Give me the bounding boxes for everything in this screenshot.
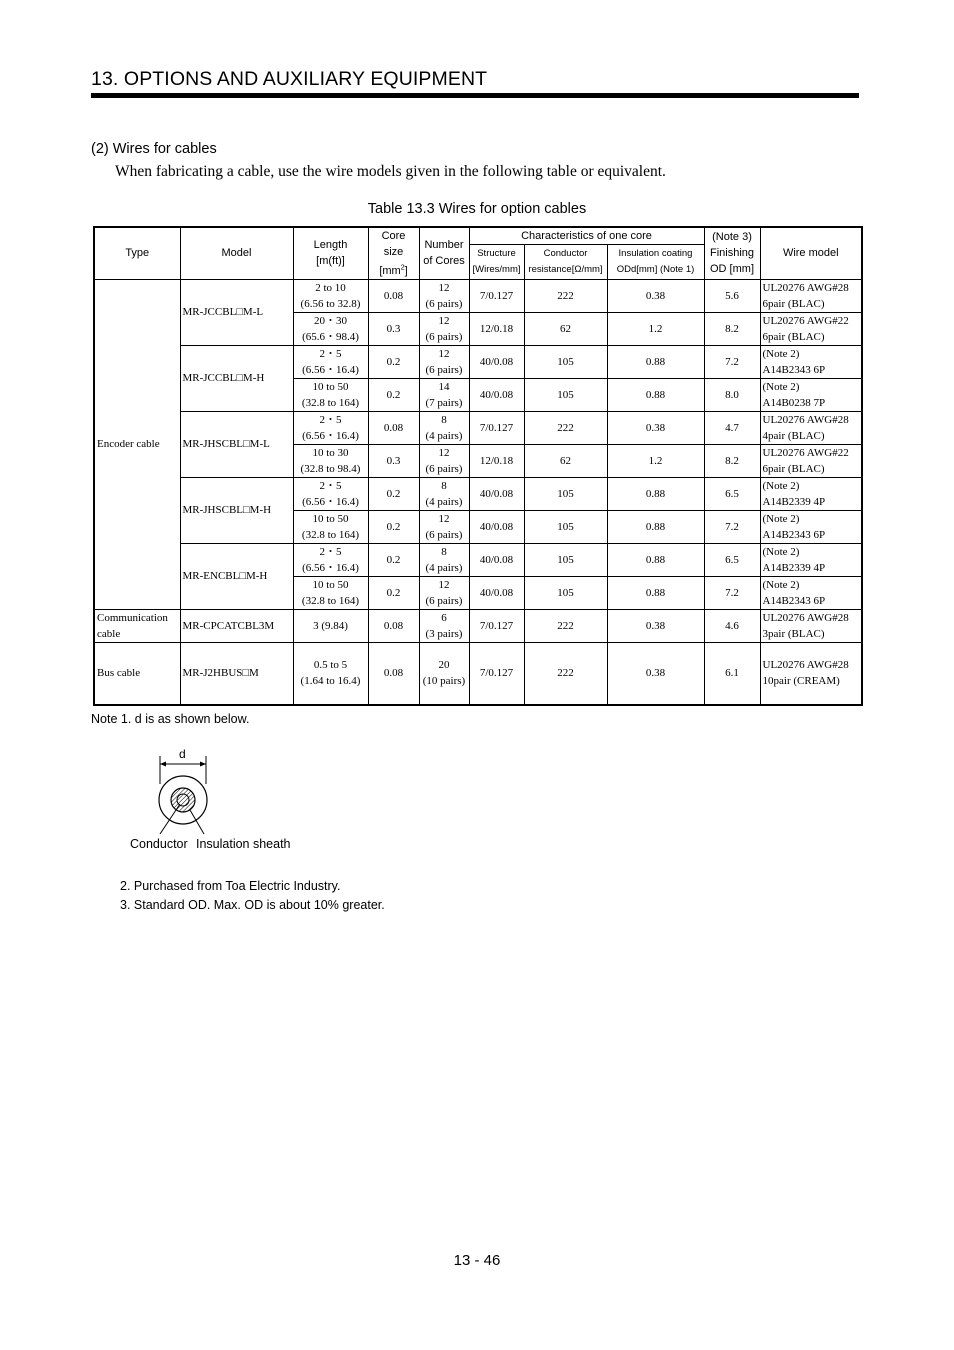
core-size-cell-core: 0.2 <box>386 553 401 566</box>
core-size-cell-core: 0.08 <box>383 421 404 434</box>
resistance-cell <box>524 477 607 510</box>
resistance-cell-resistance: 105 <box>557 586 574 599</box>
core-size-cell-core: 0.08 <box>383 667 404 680</box>
wire-model-cell-wire2: A14B2343 6P <box>762 528 826 541</box>
insulation-cell <box>607 444 704 477</box>
wire-model-cell-wire1: UL20276 AWG#22 <box>762 446 849 459</box>
resistance-cell-resistance: 62 <box>560 322 571 335</box>
insulation-cell <box>607 609 704 642</box>
header-insulation-line1: Insulation coating <box>618 247 693 259</box>
cores-cell-n1: 8 <box>441 479 447 492</box>
wire-model-cell-wire2: 10pair (CREAM) <box>762 675 840 688</box>
type-cell: Bus cable <box>94 642 180 705</box>
insulation-cell-insulation: 0.38 <box>645 289 666 302</box>
structure-cell <box>469 576 524 609</box>
cores-cell-n2: (6 pairs) <box>425 528 463 541</box>
insulation-cell <box>607 510 704 543</box>
structure-cell-structure: 7/0.127 <box>479 289 514 302</box>
length-cell-len1: 2・5 <box>319 545 342 558</box>
finishing-od-cell <box>704 345 760 378</box>
diagram-d-label: d <box>179 747 186 761</box>
wire-model-cell-wire1: UL20276 AWG#22 <box>762 314 849 327</box>
insulation-cell <box>607 576 704 609</box>
wire-model-cell-wire2: A14B2339 4P <box>762 495 826 508</box>
header-resistance-line1: Conductor <box>543 247 588 259</box>
resistance-cell-resistance: 222 <box>557 619 574 632</box>
wire-model-cell <box>760 411 862 444</box>
header-structure-line1: Structure <box>477 247 516 259</box>
header-length-line2: [m(ft)] <box>316 255 345 268</box>
structure-cell-structure: 40/0.08 <box>479 388 514 401</box>
cores-cell <box>419 312 469 345</box>
length-cell <box>293 609 368 642</box>
conductor-label: Conductor <box>130 837 188 851</box>
length-cell-len1: 0.5 to 5 <box>313 659 348 672</box>
wire-model-cell-wire2: 6pair (BLAC) <box>762 330 825 343</box>
core-size-cell-core: 0.2 <box>386 355 401 368</box>
wire-model-cell <box>760 312 862 345</box>
wire-model-cell <box>760 279 862 312</box>
wire-model-cell <box>760 378 862 411</box>
cores-cell <box>419 543 469 576</box>
conductor-leader-line <box>160 804 180 834</box>
insulation-cell <box>607 411 704 444</box>
core-size-cell <box>368 279 419 312</box>
structure-cell <box>469 378 524 411</box>
model-cell: MR-JHSCBL□M-H <box>180 477 293 543</box>
core-size-cell-core: 0.2 <box>386 487 401 500</box>
table-row <box>94 543 862 576</box>
header-core-size-close: ] <box>404 264 408 277</box>
length-cell <box>293 510 368 543</box>
core-size-cell <box>368 444 419 477</box>
header-resistance-line2: resistance[Ω/mm] <box>528 263 603 275</box>
structure-cell <box>469 609 524 642</box>
resistance-cell <box>524 510 607 543</box>
structure-cell <box>469 477 524 510</box>
insulation-cell-insulation: 0.38 <box>645 619 666 632</box>
resistance-cell-resistance: 222 <box>557 667 574 680</box>
structure-cell-structure: 12/0.18 <box>479 322 514 335</box>
structure-cell <box>469 345 524 378</box>
wire-model-cell-wire1: (Note 2) <box>762 479 800 492</box>
length-cell <box>293 345 368 378</box>
finishing-od-cell-od: 5.6 <box>725 289 739 302</box>
resistance-cell <box>524 411 607 444</box>
table-caption: Table 13.3 Wires for option cables <box>367 201 587 217</box>
core-size-cell <box>368 510 419 543</box>
table-row <box>94 477 862 510</box>
header-core-size-sup: 2 <box>400 264 405 271</box>
structure-cell <box>469 411 524 444</box>
wire-model-cell <box>760 345 862 378</box>
insulation-cell <box>607 642 704 705</box>
header-length <box>293 227 368 279</box>
length-cell <box>293 576 368 609</box>
cores-cell-n1: 12 <box>438 578 450 591</box>
resistance-cell <box>524 378 607 411</box>
resistance-cell-resistance: 222 <box>557 421 574 434</box>
core-size-cell <box>368 642 419 705</box>
finishing-od-cell-od: 7.2 <box>725 355 739 368</box>
resistance-cell <box>524 345 607 378</box>
cores-cell <box>419 378 469 411</box>
type-cell <box>94 609 180 642</box>
insulation-cell <box>607 543 704 576</box>
model-cell: MR-JHSCBL□M-L <box>180 411 293 477</box>
length-cell-len1: 10 to 50 <box>312 512 349 525</box>
structure-cell <box>469 444 524 477</box>
finishing-od-cell <box>704 510 760 543</box>
wire-model-cell-wire2: A14B2343 6P <box>762 363 826 376</box>
length-cell-len2: (32.8 to 164) <box>301 594 360 607</box>
insulation-cell <box>607 312 704 345</box>
cores-cell-n1: 12 <box>438 314 450 327</box>
model-cell: MR-CPCATCBL3M <box>180 609 293 642</box>
length-cell <box>293 543 368 576</box>
model-cell: MR-JCCBL□M-H <box>180 345 293 411</box>
wire-model-cell-wire1: UL20276 AWG#28 <box>762 659 849 672</box>
cores-cell-n1: 14 <box>438 380 450 393</box>
wire-model-cell <box>760 642 862 705</box>
resistance-cell-resistance: 105 <box>557 355 574 368</box>
resistance-cell <box>524 444 607 477</box>
length-cell-len1: 10 to 50 <box>312 578 349 591</box>
structure-cell <box>469 642 524 705</box>
header-finishing-od <box>704 227 760 279</box>
wire-model-cell-wire2: 6pair (BLAC) <box>762 462 825 475</box>
finishing-od-cell-od: 4.7 <box>725 421 739 434</box>
resistance-cell <box>524 642 607 705</box>
structure-cell <box>469 510 524 543</box>
header-structure <box>469 245 524 279</box>
finishing-od-cell-od: 7.2 <box>725 586 739 599</box>
model-cell: MR-J2HBUS□M <box>180 642 293 705</box>
length-cell-len1: 10 to 50 <box>312 380 349 393</box>
cores-cell <box>419 576 469 609</box>
header-insulation <box>607 245 704 279</box>
cores-cell-n2: (6 pairs) <box>425 462 463 475</box>
insulation-cell <box>607 477 704 510</box>
finishing-od-cell-od: 8.2 <box>725 454 739 467</box>
cores-cell-n2: (3 pairs) <box>425 627 463 640</box>
wire-model-cell-wire2: A14B2339 4P <box>762 561 826 574</box>
length-cell <box>293 378 368 411</box>
core-size-cell-core: 0.3 <box>386 454 401 467</box>
length-cell-len2: (32.8 to 98.4) <box>300 462 361 475</box>
cores-cell-n1: 8 <box>441 413 447 426</box>
type-cell: Encoder cable <box>94 279 180 609</box>
length-cell <box>293 312 368 345</box>
header-od-line2: Finishing <box>709 247 755 260</box>
cores-cell-n2: (4 pairs) <box>425 429 463 442</box>
insulation-cell <box>607 345 704 378</box>
cores-cell <box>419 279 469 312</box>
length-cell-len1: 2・5 <box>319 347 342 360</box>
core-size-cell <box>368 411 419 444</box>
length-cell-len2: (32.8 to 164) <box>301 396 360 409</box>
header-od-line3: OD [mm] <box>710 263 754 276</box>
length-cell <box>293 444 368 477</box>
insulation-cell-insulation: 0.88 <box>645 520 666 533</box>
type-comm-line1: Communication <box>97 611 168 624</box>
wire-model-cell-wire2: A14B2343 6P <box>762 594 826 607</box>
table-row <box>94 279 862 312</box>
model-cell: MR-JCCBL□M-L <box>180 279 293 345</box>
core-size-cell <box>368 378 419 411</box>
cores-cell <box>419 510 469 543</box>
structure-cell-structure: 40/0.08 <box>479 586 514 599</box>
core-size-cell-core: 0.2 <box>386 388 401 401</box>
wire-model-cell <box>760 510 862 543</box>
cores-cell <box>419 477 469 510</box>
structure-cell-structure: 12/0.18 <box>479 454 514 467</box>
structure-cell-structure: 7/0.127 <box>479 667 514 680</box>
model-cell: MR-ENCBL□M-H <box>180 543 293 609</box>
wire-table <box>93 226 863 706</box>
wire-model-cell-wire1: UL20276 AWG#28 <box>762 281 849 294</box>
header-core-size-line1: Core size <box>381 230 406 258</box>
cores-cell-n1: 6 <box>441 611 447 624</box>
header-wire-model: Wire model <box>760 227 862 279</box>
length-cell-len2: (1.64 to 16.4) <box>300 675 361 688</box>
resistance-cell-resistance: 222 <box>557 289 574 302</box>
length-cell-len1: 20・30 <box>314 314 347 327</box>
wire-model-cell <box>760 609 862 642</box>
insulation-cell-insulation: 0.88 <box>645 586 666 599</box>
wire-model-cell-wire1: (Note 2) <box>762 578 800 591</box>
core-size-cell-core: 0.2 <box>386 520 401 533</box>
header-core-size-line2 <box>379 265 407 277</box>
table-row <box>94 411 862 444</box>
insulation-cell-insulation: 0.38 <box>645 667 666 680</box>
cores-cell <box>419 609 469 642</box>
cores-cell-n1: 12 <box>438 446 450 459</box>
structure-cell-structure: 7/0.127 <box>479 421 514 434</box>
insulation-cell-insulation: 0.88 <box>645 553 666 566</box>
finishing-od-cell <box>704 543 760 576</box>
length-cell-len2: (6.56 to 32.8) <box>300 297 361 310</box>
table-row <box>94 642 862 705</box>
structure-cell <box>469 279 524 312</box>
header-core-size-unit: [mm <box>379 264 401 277</box>
insulation-cell-insulation: 0.88 <box>645 487 666 500</box>
insulation-cell <box>607 279 704 312</box>
structure-cell-structure: 40/0.08 <box>479 520 514 533</box>
resistance-cell-resistance: 105 <box>557 553 574 566</box>
dimension-arrow-right <box>200 762 206 767</box>
note-3: 3. Standard OD. Max. OD is about 10% greater. <box>120 898 385 912</box>
length-cell-len1: 3 (9.84) <box>313 619 348 632</box>
length-cell-len2: (6.56・16.4) <box>302 363 359 376</box>
insulation-sheath-label: Insulation sheath <box>196 837 291 851</box>
header-type: Type <box>94 227 180 279</box>
header-characteristics: Characteristics of one core <box>469 227 704 245</box>
core-size-cell <box>368 477 419 510</box>
header-cores <box>419 227 469 279</box>
structure-cell <box>469 312 524 345</box>
finishing-od-cell-od: 8.2 <box>725 322 739 335</box>
length-cell-len1: 2 to 10 <box>315 281 346 294</box>
finishing-od-cell <box>704 378 760 411</box>
resistance-cell <box>524 279 607 312</box>
cores-cell-n1: 12 <box>438 347 450 360</box>
resistance-cell-resistance: 105 <box>557 487 574 500</box>
finishing-od-cell-od: 7.2 <box>725 520 739 533</box>
finishing-od-cell <box>704 477 760 510</box>
cores-cell-n2: (7 pairs) <box>425 396 463 409</box>
cores-cell <box>419 444 469 477</box>
resistance-cell-resistance: 105 <box>557 388 574 401</box>
cable-cross-section-diagram <box>110 740 240 840</box>
length-cell-len2: (6.56・16.4) <box>302 495 359 508</box>
finishing-od-cell <box>704 279 760 312</box>
length-cell <box>293 411 368 444</box>
wire-model-cell <box>760 444 862 477</box>
finishing-od-cell <box>704 642 760 705</box>
header-insulation-line2: ODd[mm] (Note 1) <box>616 263 695 275</box>
finishing-od-cell-od: 4.6 <box>725 619 739 632</box>
cores-cell-n1: 12 <box>438 512 450 525</box>
wire-model-cell <box>760 543 862 576</box>
core-size-cell-core: 0.08 <box>383 289 404 302</box>
wire-model-cell-wire1: UL20276 AWG#28 <box>762 611 849 624</box>
insulation-cell-insulation: 0.38 <box>645 421 666 434</box>
resistance-cell-resistance: 105 <box>557 520 574 533</box>
finishing-od-cell <box>704 609 760 642</box>
wire-model-cell-wire1: (Note 2) <box>762 545 800 558</box>
finishing-od-cell <box>704 576 760 609</box>
wire-model-cell-wire1: (Note 2) <box>762 380 800 393</box>
structure-cell <box>469 543 524 576</box>
cores-cell-n2: (6 pairs) <box>425 363 463 376</box>
insulation-cell-insulation: 0.88 <box>645 388 666 401</box>
finishing-od-cell <box>704 444 760 477</box>
core-size-cell-core: 0.3 <box>386 322 401 335</box>
length-cell <box>293 477 368 510</box>
wire-model-cell <box>760 477 862 510</box>
table-row <box>94 609 862 642</box>
finishing-od-cell-od: 6.1 <box>725 667 739 680</box>
cores-cell-n2: (6 pairs) <box>425 594 463 607</box>
length-cell-len2: (32.8 to 164) <box>301 528 360 541</box>
header-core-size <box>368 227 419 279</box>
dimension-arrow-left <box>160 762 166 767</box>
finishing-od-cell-od: 8.0 <box>725 388 739 401</box>
insulation-cell-insulation: 0.88 <box>645 355 666 368</box>
core-size-cell <box>368 345 419 378</box>
insulation-cell-insulation: 1.2 <box>648 454 663 467</box>
cores-cell-n1: 8 <box>441 545 447 558</box>
page-header-title: 13. OPTIONS AND AUXILIARY EQUIPMENT <box>91 68 488 90</box>
finishing-od-cell <box>704 312 760 345</box>
resistance-cell <box>524 609 607 642</box>
insulation-cell-insulation: 1.2 <box>648 322 663 335</box>
structure-cell-structure: 40/0.08 <box>479 355 514 368</box>
finishing-od-cell-od: 6.5 <box>725 487 739 500</box>
header-row-1 <box>94 227 862 245</box>
wire-model-cell-wire1: (Note 2) <box>762 347 800 360</box>
core-size-cell <box>368 609 419 642</box>
wire-model-cell-wire2: A14B0238 7P <box>762 396 826 409</box>
length-cell-len1: 2・5 <box>319 413 342 426</box>
wire-model-cell-wire2: 4pair (BLAC) <box>762 429 825 442</box>
header-od-line1: (Note 3) <box>712 231 752 244</box>
finishing-od-cell <box>704 411 760 444</box>
resistance-cell <box>524 576 607 609</box>
cores-cell-n2: (4 pairs) <box>425 495 463 508</box>
length-cell-len2: (6.56・16.4) <box>302 561 359 574</box>
core-size-cell-core: 0.08 <box>383 619 404 632</box>
wire-model-cell-wire1: UL20276 AWG#28 <box>762 413 849 426</box>
core-size-cell <box>368 543 419 576</box>
insulation-cell <box>607 378 704 411</box>
header-rule <box>91 93 859 98</box>
cores-cell-n1: 20 <box>438 659 450 672</box>
wire-model-cell <box>760 576 862 609</box>
cores-cell-n2: (10 pairs) <box>422 675 466 688</box>
page-number: 13 - 46 <box>453 1252 501 1269</box>
cores-cell-n2: (6 pairs) <box>425 330 463 343</box>
core-size-cell <box>368 312 419 345</box>
structure-cell-structure: 7/0.127 <box>479 619 514 632</box>
header-length-line1: Length <box>313 239 348 252</box>
wire-model-cell-wire2: 6pair (BLAC) <box>762 297 825 310</box>
section-intro: When fabricating a cable, use the wire models given in the following table or equivalent. <box>115 163 666 180</box>
section-heading: (2) Wires for cables <box>91 141 217 157</box>
type-comm-line2: cable <box>97 627 121 640</box>
finishing-od-cell-od: 6.5 <box>725 553 739 566</box>
cores-cell-n1: 12 <box>438 281 450 294</box>
table-row <box>94 345 862 378</box>
core-size-cell <box>368 576 419 609</box>
resistance-cell <box>524 312 607 345</box>
note-1: Note 1. d is as shown below. <box>91 712 250 726</box>
resistance-cell <box>524 543 607 576</box>
cores-cell <box>419 345 469 378</box>
length-cell-len1: 10 to 30 <box>312 446 349 459</box>
cores-cell <box>419 642 469 705</box>
header-cores-line1: Number <box>424 239 464 252</box>
wire-model-cell-wire1: (Note 2) <box>762 512 800 525</box>
cores-cell-n2: (6 pairs) <box>425 297 463 310</box>
core-size-cell-core: 0.2 <box>386 586 401 599</box>
length-cell <box>293 279 368 312</box>
header-model: Model <box>180 227 293 279</box>
header-structure-line2: [Wires/mm] <box>472 263 521 275</box>
header-resistance <box>524 245 607 279</box>
length-cell-len2: (65.6・98.4) <box>302 330 359 343</box>
structure-cell-structure: 40/0.08 <box>479 487 514 500</box>
length-cell-len1: 2・5 <box>319 479 342 492</box>
length-cell <box>293 642 368 705</box>
wire-model-cell-wire2: 3pair (BLAC) <box>762 627 825 640</box>
cores-cell <box>419 411 469 444</box>
resistance-cell-resistance: 62 <box>560 454 571 467</box>
structure-cell-structure: 40/0.08 <box>479 553 514 566</box>
length-cell-len2: (6.56・16.4) <box>302 429 359 442</box>
conductor-hatch <box>177 794 189 806</box>
cores-cell-n2: (4 pairs) <box>425 561 463 574</box>
header-cores-line2: of Cores <box>423 255 465 268</box>
note-2: 2. Purchased from Toa Electric Industry. <box>120 879 341 893</box>
